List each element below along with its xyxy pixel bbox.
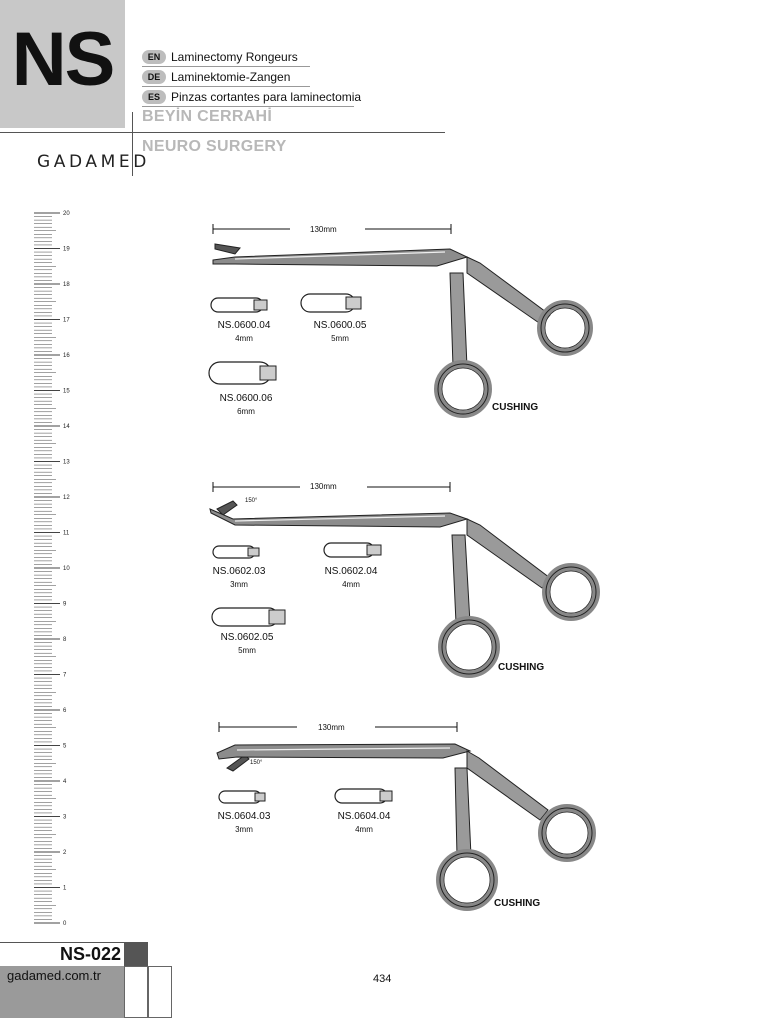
ruler-label: 15 — [63, 388, 70, 395]
product-size: 5mm — [331, 334, 349, 343]
ruler — [30, 205, 80, 935]
product-size: 5mm — [238, 646, 256, 655]
ruler-label: 1 — [63, 885, 67, 892]
style-label: CUSHING — [494, 898, 541, 909]
lang-divider — [142, 106, 354, 107]
footer-website[interactable]: gadamed.com.tr — [7, 968, 101, 983]
ruler-label: 18 — [63, 282, 70, 288]
product-size: 4mm — [235, 334, 253, 343]
ruler-label: 4 — [63, 779, 67, 785]
lang-badge-en: EN — [142, 50, 166, 64]
ruler-label: 9 — [63, 601, 67, 608]
lang-text-en: Laminectomy Rongeurs — [171, 50, 298, 64]
ruler-label: 5 — [63, 743, 67, 750]
angle-label: 150° — [250, 760, 263, 766]
footer-dark-block — [124, 942, 148, 966]
product-code: NS.0602.04 — [324, 566, 378, 577]
ruler-label: 11 — [63, 530, 70, 537]
product-size: 4mm — [342, 580, 360, 589]
lang-divider — [142, 86, 310, 87]
ruler-label: 13 — [63, 459, 70, 466]
lang-text-de: Laminektomie-Zangen — [171, 70, 291, 84]
product-code: NS.0602.05 — [220, 632, 274, 643]
ruler-label: 10 — [63, 566, 70, 572]
product-code: NS.0604.04 — [337, 811, 391, 822]
section-title-en: NEURO SURGERY — [142, 138, 287, 155]
ruler-labels — [63, 211, 70, 927]
ruler-label: 2 — [63, 850, 67, 856]
footer-page-code: NS-022 — [60, 944, 122, 964]
footer-box — [124, 966, 148, 1018]
footer-box — [148, 966, 172, 1018]
lang-row-en — [142, 48, 298, 66]
product-size: 3mm — [230, 580, 248, 589]
style-label: CUSHING — [492, 402, 539, 413]
lang-row-es — [142, 88, 361, 106]
product-code: NS.0604.03 — [217, 811, 271, 822]
header-code: NS — [11, 17, 114, 102]
dimension-label: 130mm — [310, 225, 337, 234]
ruler-label: 8 — [63, 637, 67, 643]
ruler-label: 17 — [63, 317, 70, 324]
section-title-tr: BEYİN CERRAHİ — [142, 108, 273, 125]
brand-logo: GADAMED — [37, 152, 150, 172]
ruler-label: 0 — [63, 921, 67, 927]
ruler-label: 19 — [63, 246, 70, 253]
lang-row-de — [142, 68, 290, 86]
dimension-label: 130mm — [310, 482, 337, 491]
ruler-label: 6 — [63, 708, 67, 714]
angle-label: 150° — [245, 498, 258, 504]
product-size: 4mm — [355, 825, 373, 834]
product-size: 3mm — [235, 825, 253, 834]
lang-text-es: Pinzas cortantes para laminectomia — [171, 90, 362, 104]
product-code: NS.0600.06 — [219, 393, 273, 404]
ruler-label: 12 — [63, 495, 70, 501]
style-label: CUSHING — [498, 662, 545, 673]
ruler-label: 3 — [63, 814, 67, 821]
product-code: NS.0600.04 — [217, 320, 271, 331]
product-code: NS.0602.03 — [212, 566, 266, 577]
ruler-label: 20 — [63, 211, 70, 217]
product-size: 6mm — [237, 407, 255, 416]
header-divider — [0, 132, 445, 133]
product-code: NS.0600.05 — [313, 320, 367, 331]
lang-divider — [142, 66, 310, 67]
dimension-label: 130mm — [318, 723, 345, 732]
ruler-label: 14 — [63, 424, 70, 430]
ruler-label: 7 — [63, 672, 67, 679]
ruler-ticks — [34, 213, 60, 923]
lang-badge-es: ES — [142, 90, 166, 104]
ruler-label: 16 — [63, 353, 70, 359]
lang-badge-de: DE — [142, 70, 166, 84]
page-number: 434 — [373, 973, 392, 985]
